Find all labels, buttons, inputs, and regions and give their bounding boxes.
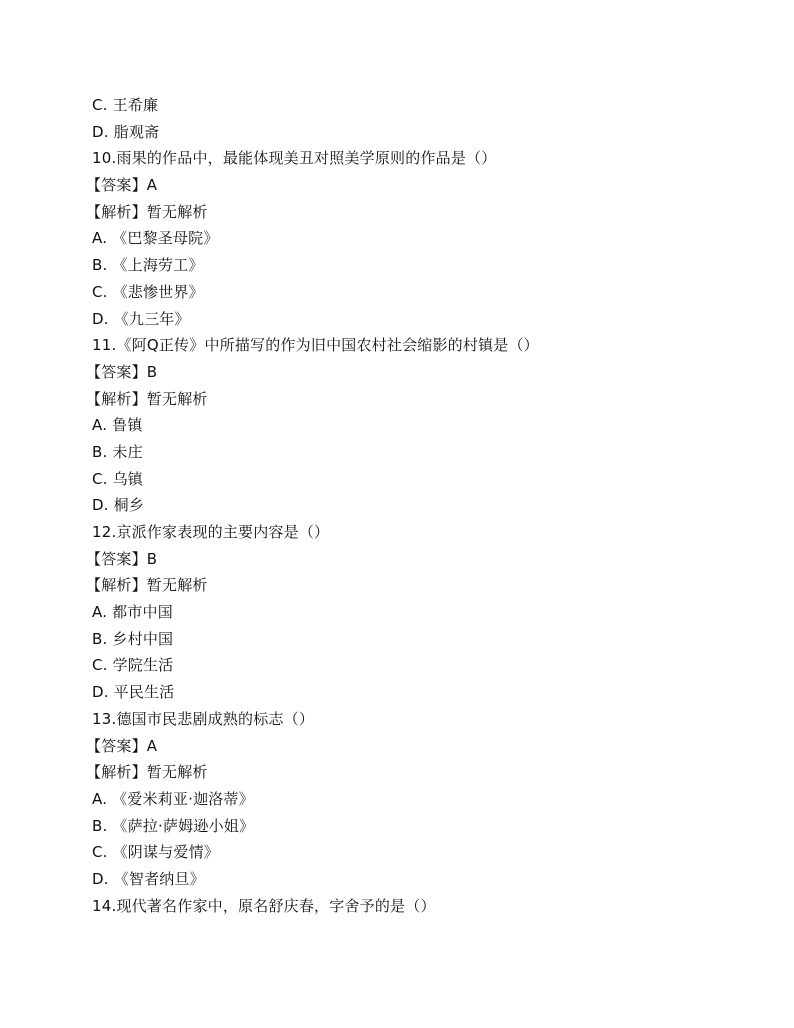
option-line: A. 鲁镇 xyxy=(92,416,143,435)
option-line: B. 未庄 xyxy=(92,442,143,461)
answer-line: 【答案】A xyxy=(86,176,158,195)
option-line: C. 《阴谋与爱情》 xyxy=(92,843,220,862)
answer-line: 【答案】B xyxy=(86,549,158,568)
analysis-line: 【解析】暂无解析 xyxy=(86,763,208,782)
question-line: 14.现代著名作家中，原名舒庆春，字舍予的是（） xyxy=(92,896,436,915)
option-line: D. 平民生活 xyxy=(92,683,175,702)
option-line: A. 《巴黎圣母院》 xyxy=(92,229,219,248)
answer-line: 【答案】B xyxy=(86,362,158,381)
answer-line: 【答案】A xyxy=(86,736,158,755)
option-line: C. 《悲惨世界》 xyxy=(92,282,204,301)
option-line: C. 王希廉 xyxy=(92,96,159,114)
question-line: 12.京派作家表现的主要内容是（） xyxy=(92,523,330,541)
question-line: 13.德国市民悲剧成熟的标志（） xyxy=(92,709,315,728)
option-line: C. 学院生活 xyxy=(92,656,174,675)
analysis-line: 【解析】暂无解析 xyxy=(86,389,208,408)
option-line: A. 都市中国 xyxy=(92,603,173,622)
option-line: C. 乌镇 xyxy=(92,469,144,488)
option-line: A. 《爱米莉亚·迦洛蒂》 xyxy=(92,789,254,808)
question-line: 11.《阿Q正传》中所描写的作为旧中国农村社会缩影的村镇是（） xyxy=(92,336,539,355)
question-line: 10.雨果的作品中，最能体现美丑对照美学原则的作品是（） xyxy=(92,149,497,168)
option-line: B. 乡村中国 xyxy=(92,629,174,648)
analysis-line: 【解析】暂无解析 xyxy=(86,202,208,221)
option-line: D. 脂观斋 xyxy=(92,122,160,141)
option-line: B. 《上海劳工》 xyxy=(92,256,204,275)
option-line: B. 《萨拉·萨姆逊小姐》 xyxy=(92,816,255,835)
option-line: D. 《九三年》 xyxy=(92,309,190,328)
document-page xyxy=(86,92,732,919)
option-line: D. 《智者纳旦》 xyxy=(92,869,205,888)
option-line: D. 桐乡 xyxy=(92,496,145,515)
analysis-line: 【解析】暂无解析 xyxy=(86,576,208,595)
